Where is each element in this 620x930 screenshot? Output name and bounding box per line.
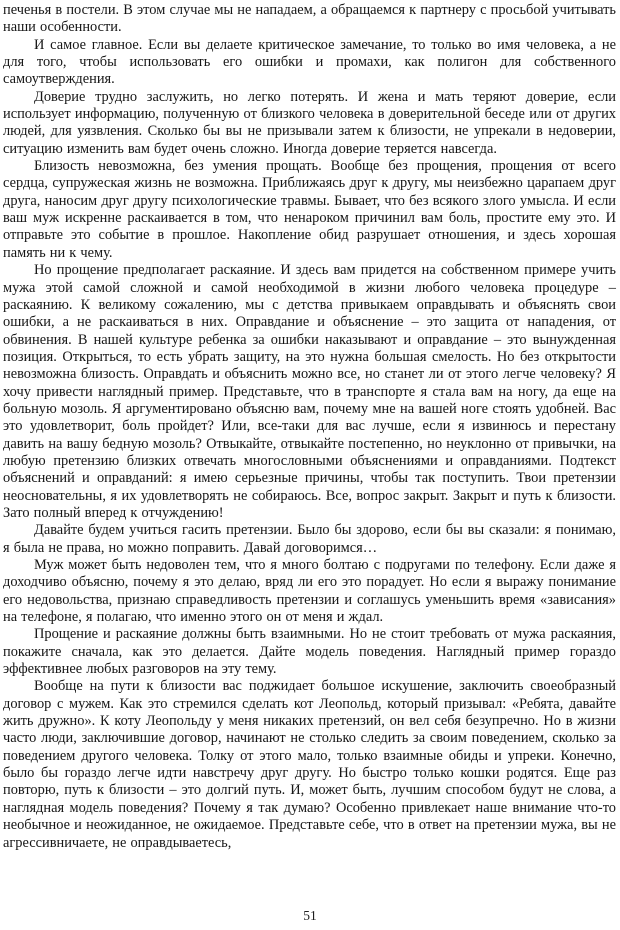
paragraph: Близость невозможна, без умения прощать. Вообще без прощения, прощения от всего сердца, супружеская жизнь не возможна. Приближаясь друг к другу, мы неизбежно царапаем друг друга, наносим друг другу психологические травмы. Бывает, что без всякого злого умысла. И если ваш муж искренне раскаивается в том, что ненароком причинил вам боль, простите ему это. И отправьте это событие в прошлое. Накопление обид разрушает отношения, и здесь хорошая память ни к чему. [3, 158, 616, 261]
paragraph: Но прощение предполагает раскаяние. И здесь вам придется на собственном примере учить мужа этой самой сложной и самой необходимой в жизни любого человека процедуре – раскаянию. К великому сожалению, мы с детства привыкаем оправдывать и объяснять свои ошибки, а не раскаиваться в них. Оправдание и объяснение – это защита от нападения, от обвинения. В нашей культуре ребенка за ошибки наказывают и оправдание – это вынужденная позиция. Открыться, то есть убрать защиту, на это нужна большая смелость. Но без открытости невозможна близость. Оправдать и объяснить можно все, но станет ли от этого легче человеку? Я хочу привести наглядный пример. Представьте, что в транспорте я стала вам на ногу, да еще на больную мозоль. Я аргументировано объясню вам, почему мне на вашей ноге стоять удобней. Вас это удовлетворит, боль пройдет? Или, все-таки для вас лучше, если я извинюсь и перестану давить на вашу бедную мозоль? Отвыкайте, отвыкайте постепенно, но неуклонно от привычки, на любую претензию близких отвечать многословными объяснениями и оправданиями. Подтекст объяснений и оправданий: я имею серьезные причины, чтобы так поступить. Твои претензии неосновательны, я их удовлетворять не собираюсь. Все, вопрос закрыт. Закрыт и путь к близости. Зато полный вперед к отчуждению! [3, 262, 616, 521]
paragraph: И самое главное. Если вы делаете критическое замечание, то только во имя человека, а не для того, чтобы использовать его ошибки и промахи, как полигон для собственного самоутверждения. [3, 36, 616, 88]
page-number: 51 [303, 908, 317, 923]
paragraph: печенья в постели. В этом случае мы не нападаем, а обращаемся к партнеру с просьбой учитывать наши особенности. [3, 2, 616, 36]
paragraph: Муж может быть недоволен тем, что я много болтаю с подругами по телефону. Если даже я доходчиво объясню, почему я это делаю, вряд ли его это порадует. Но если я выражу понимание его недовольства, признаю справедливость претензии и соглашусь уменьшить время «зависания» на телефоне, я полагаю, что именно этого он от меня и ждал. [3, 557, 616, 626]
paragraph: Доверие трудно заслужить, но легко потерять. И жена и мать теряют доверие, если использует информацию, полученную от близкого человека в доверительной беседе или от других людей, для уязвления. Сколько бы вы не призывали затем к близости, не упрекали в недоверии, ситуацию изменить вам будет очень сложно. Иногда доверие теряется навсегда. [3, 88, 616, 157]
paragraph: Давайте будем учиться гасить претензии. Было бы здорово, если бы вы сказали: я понимаю, я была не права, но можно поправить. Давай договоримся… [3, 522, 616, 556]
paragraph: Прощение и раскаяние должны быть взаимными. Но не стоит требовать от мужа раскаяния, покажите сначала, как это делается. Дайте модель поведения. Наглядный пример гораздо эффективнее любых разговоров на эту тему. [3, 626, 616, 678]
paragraph: Вообще на пути к близости вас поджидает большое искушение, заключить своеобразный договор с мужем. Как это стремился сделать кот Леопольд, который призывал: «Ребята, давайте жить дружно». К коту Леопольду у меня никаких претензий, он вел себя безупречно. Но в жизни часто люди, заключившие договор, начинают не столько следить за своим поведением, сколько за поведением другого человека. Толку от этого мало, только взаимные обиды и упреки. Конечно, было бы гораздо легче идти навстречу друг другу. Но быстро только кошки родятся. Еще раз повторю, путь к близости – это долгий путь. И, может быть, лучшим способом будут не слова, а наглядная модель поведения? Почему я так думаю? Особенно привлекает наше внимание что-то необычное и неожиданное, не ожидаемое. Представьте себе, что в ответ на претензии мужа, вы не агрессивничаете, не оправдываетесь, [3, 678, 616, 851]
